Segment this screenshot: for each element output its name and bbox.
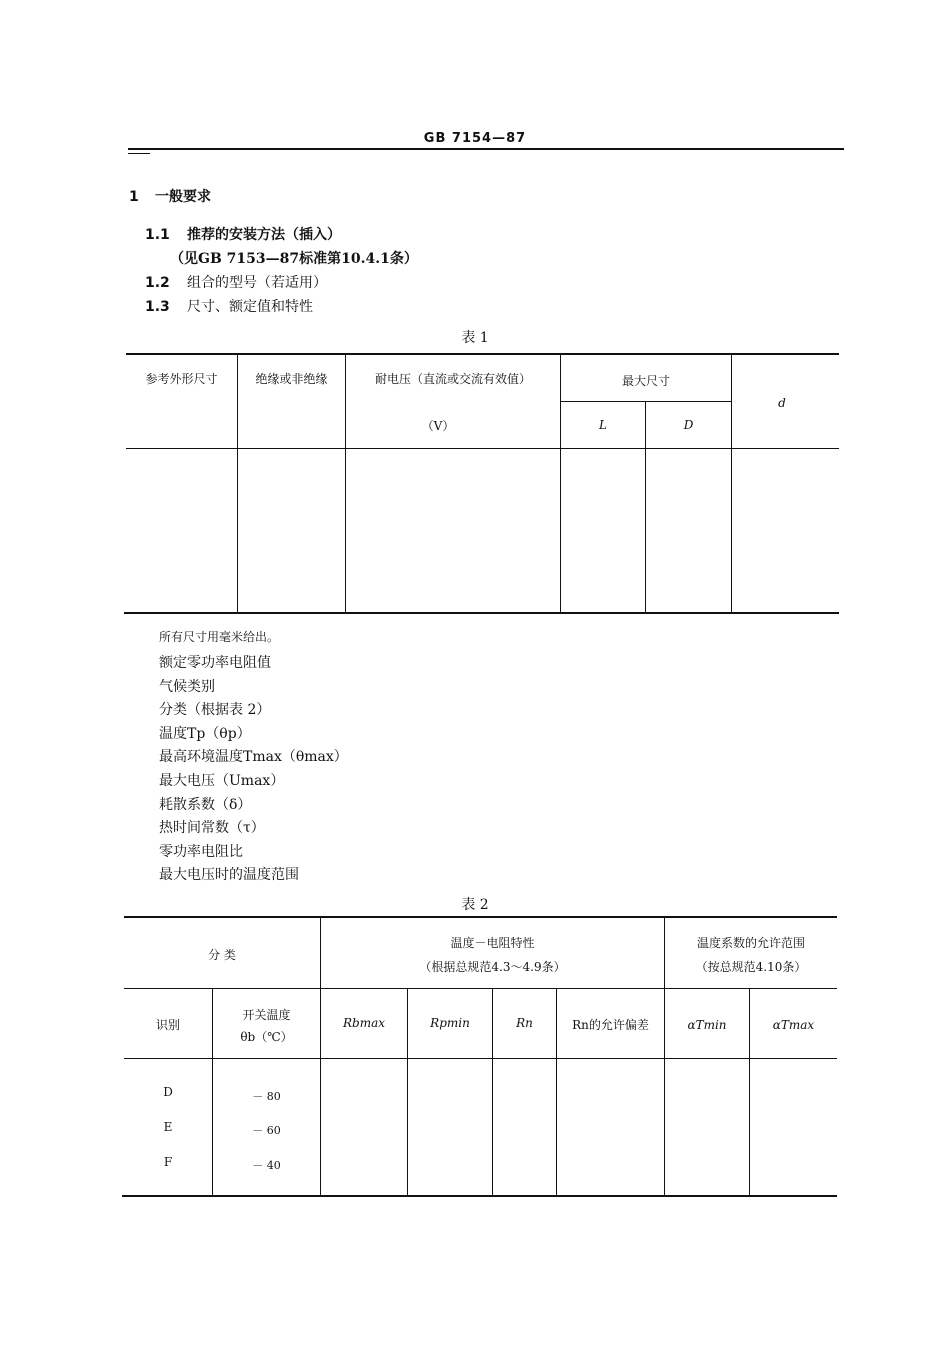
table-row-id: D — [163, 1085, 173, 1099]
table1-header-D: D — [683, 418, 694, 432]
table2-top-rule — [124, 916, 837, 918]
table1-header-L: L — [599, 418, 607, 432]
table1-col-line — [560, 353, 561, 613]
list-item: 温度Tp（θp） — [159, 726, 251, 742]
table2-header-r-pmin: Rpmin — [430, 1016, 470, 1030]
table1-header-voltage-unit: （V） — [421, 419, 455, 433]
list-item: 耗散系数（δ） — [159, 797, 252, 813]
table1-header-max-size: 最大尺寸 — [621, 374, 670, 388]
table1-header-d: d — [778, 396, 786, 410]
section-number: 1.2 — [145, 275, 170, 291]
table1-top-rule — [126, 353, 839, 355]
table2-mid-rule — [124, 988, 837, 989]
table-row-id: E — [163, 1120, 173, 1134]
table1-col-line — [645, 401, 646, 613]
table1-header-ref-size: 参考外形尺寸 — [145, 372, 218, 386]
list-item: 额定零功率电阻值 — [159, 655, 271, 671]
table2-header-r-bmax: Rbmax — [342, 1016, 386, 1030]
table1-header-voltage: 耐电压（直流或交流有效值） — [374, 372, 531, 386]
table2-header-temp-coeff-ref: （按总规范4.10条） — [695, 960, 807, 974]
section-number: 1.3 — [145, 299, 170, 315]
section-1-2 — [145, 272, 327, 292]
table1-col-line — [237, 353, 238, 613]
table2-bottom-rule — [122, 1195, 837, 1197]
list-item: 气候类别 — [159, 679, 215, 695]
table-row-temp: － 40 — [252, 1159, 281, 1172]
list-item: 最大电压（Umax） — [159, 773, 285, 789]
section-1-1 — [145, 224, 341, 244]
table2-header-r-n-tol: Rn的允许偏差 — [572, 1018, 649, 1032]
table-row-id: F — [163, 1155, 173, 1169]
table2-header-r-n: Rn — [516, 1016, 533, 1030]
list-item: 最大电压时的温度范围 — [159, 867, 299, 883]
section-1-1-note: （见GB 7153—87标准第10.4.1条） — [170, 251, 418, 267]
table1-header-insulation: 绝缘或非绝缘 — [255, 372, 328, 386]
section-number: 1 — [129, 189, 139, 205]
header-rule-short — [128, 153, 150, 154]
table-row-temp: － 80 — [252, 1090, 281, 1103]
table2-header-classification: 分 类 — [208, 948, 236, 962]
table2-header-temp-resistance-ref: （根据总规范4.3～4.9条） — [419, 960, 566, 974]
section-title: 一般要求 — [155, 189, 211, 205]
table2-caption: 表 2 — [461, 897, 489, 913]
table2-header-switch-temp: 开关温度 — [242, 1008, 291, 1022]
table1-caption: 表 1 — [461, 330, 489, 346]
table2-header-rule — [124, 1058, 837, 1059]
list-item: 分类（根据表 2） — [159, 702, 271, 718]
table2-header-temp-resistance: 温度－电阻特性 — [450, 936, 535, 950]
section-title: 尺寸、额定值和特性 — [187, 299, 313, 315]
list-item: 最高环境温度Tmax（θmax） — [159, 749, 348, 765]
section-1 — [129, 186, 211, 206]
table2-header-switch-temp-unit: θb（℃） — [240, 1030, 293, 1044]
list-item: 零功率电阻比 — [159, 844, 243, 860]
section-title: 组合的型号（若适用） — [187, 275, 327, 291]
table2-header-temp-coeff: 温度系数的允许范围 — [696, 936, 805, 950]
section-title: 推荐的安装方法（插入） — [187, 227, 341, 243]
table1-col-line — [345, 353, 346, 613]
table2-header-a-tmin: αTmin — [687, 1018, 727, 1032]
table1-note: 所有尺寸用毫米给出。 — [159, 630, 280, 644]
header-rule — [128, 148, 844, 150]
table2-header-id: 识别 — [155, 1018, 180, 1032]
section-number: 1.1 — [145, 227, 170, 243]
table2-header-a-tmax: αTmax — [772, 1018, 815, 1032]
table-row-temp: － 60 — [252, 1124, 281, 1137]
section-1-3 — [145, 296, 313, 316]
table1-col-line — [731, 353, 732, 613]
table1-header-rule — [126, 448, 839, 449]
list-item: 热时间常数（τ） — [159, 820, 265, 836]
document-header: GB 7154—87 — [423, 131, 527, 146]
